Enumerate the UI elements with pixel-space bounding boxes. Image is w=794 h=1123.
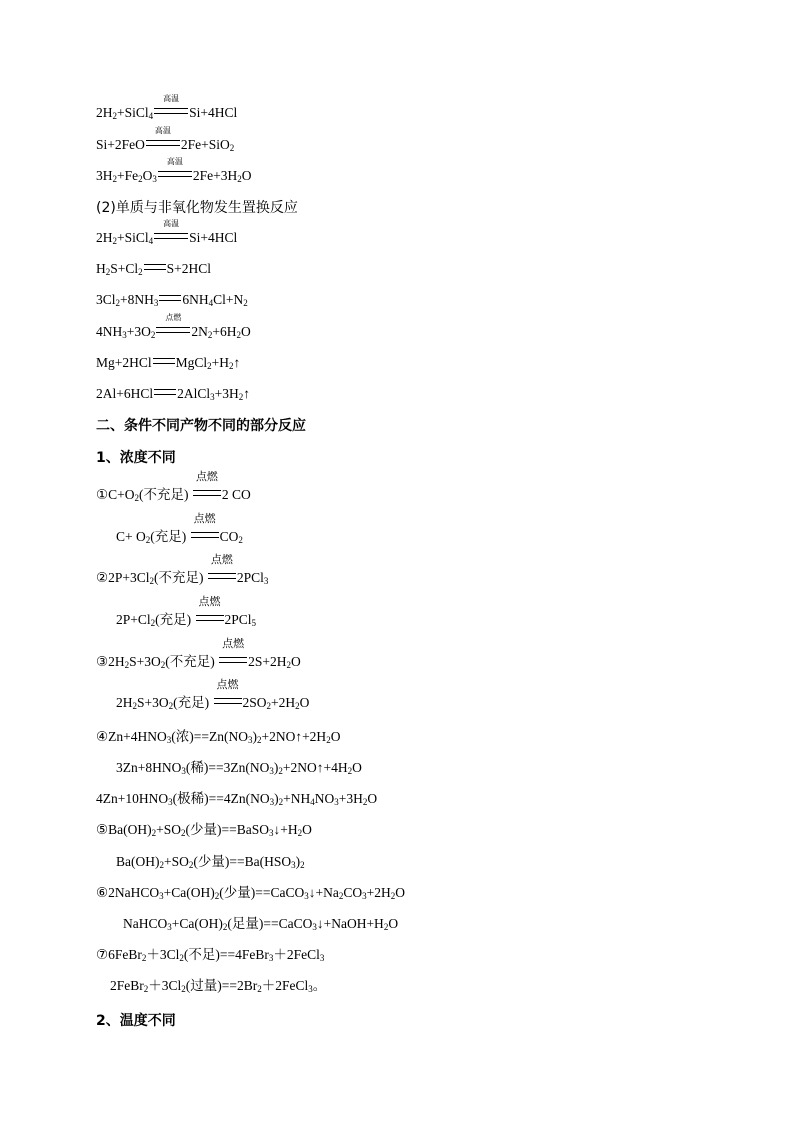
equation-line: $Ba(OH)_2+SO_2$(少量)$==Ba(HSO_3)_2$ xyxy=(116,854,305,870)
condition-arrow: 点燃 xyxy=(218,653,248,671)
equation-line: $2H_2+SiCl_4$ 高温 Si+4HCl xyxy=(96,219,238,246)
equation-line: $2H_2S+3O_2$(充足) 点燃 $2SO_2+2H_2O$ xyxy=(116,678,310,711)
equation-line: $H_2S+Cl_2$ S+2HCl xyxy=(96,261,212,277)
equals-sign xyxy=(159,295,181,301)
section-heading: 二、条件不同产物不同的部分反应 xyxy=(96,418,306,434)
subsection-title: (2)单质与非氧化物发生置换反应 xyxy=(96,200,298,216)
equation-line: $4Zn+10HNO_3$(极稀)$==4Zn(NO_3)_2+NH_4NO_3+3H_2O$ xyxy=(96,791,378,807)
equation-line: $3Zn+8HNO_3$(稀)$==3Zn(NO_3)_2+2NO↑+4H_2O$ xyxy=(116,760,362,776)
equation-line: $2P+Cl_2$(充足) 点燃 2PCl$_5$ xyxy=(116,595,257,628)
condition-arrow: 点燃 xyxy=(213,694,243,712)
condition-arrow: 点燃 xyxy=(190,528,220,546)
equation-line: $3H_2+Fe_2O_3$ 高温 $2Fe+3H_2O$ xyxy=(96,157,252,184)
equation-line: $⑥2NaHCO_3+Ca(OH)_2$(少量)$==CaCO_3↓+Na_2CO_3+2H_2O$ xyxy=(96,885,405,901)
equation-line: 2Al+6HCl $2AlCl_3+3H_2↑$ xyxy=(96,386,251,402)
equation-line: $4NH_3+3O_2$ 点燃 $2N_2+6H_2O$ xyxy=(96,313,251,340)
condition-arrow: 高温 xyxy=(153,104,189,122)
equation-line: $①C+O_2$(不充足) 点燃 2 CO xyxy=(96,470,251,503)
equation-line: $2FeBr_2+3Cl_2$(过量)$==2Br_2+2FeCl_3$。 xyxy=(110,978,327,994)
condition-arrow: 点燃 xyxy=(195,611,225,629)
equation-line: $2H_2+SiCl_4$ 高温 Si+4HCl xyxy=(96,94,238,121)
equation-line: $⑤Ba(OH)_2+SO_2$(少量)$==BaSO_3↓+H_2O$ xyxy=(96,822,312,838)
equation-line: $②2P+3Cl_2$(不充足) 点燃 2PCl$_3$ xyxy=(96,553,269,586)
condition-arrow: 高温 xyxy=(157,167,193,185)
condition-arrow: 高温 xyxy=(153,229,189,247)
equation-line: Mg+2HCl $MgCl_2+H_2↑$ xyxy=(96,355,241,371)
equation-line: $C+ O_2$(充足) 点燃 $CO_2$ xyxy=(116,512,243,545)
equation-line: $⑦6FeBr_2+3Cl_2$(不足)==4FeBr$_3$＋2FeCl$_3$ xyxy=(96,947,325,963)
equation-line: $④Zn+4HNO_3$(浓)$==Zn(NO_3)_2+2NO↑+2H_2O$ xyxy=(96,729,341,745)
equation-line: $③2H_2S+3O_2$(不充足) 点燃 $2S+2H_2O$ xyxy=(96,637,301,670)
equation-line: $NaHCO_3+Ca(OH)_2$(足量)$==CaCO_3↓+NaOH+H_2O$ xyxy=(123,916,399,932)
equation-line: $3Cl_2+8NH_3$ $6NH_4Cl+N_2$ xyxy=(96,292,248,308)
equals-sign xyxy=(144,264,166,270)
condition-arrow: 高温 xyxy=(145,136,181,154)
subsection-heading: 2、温度不同 xyxy=(96,1013,176,1029)
equation-line: Si+2FeO 高温 2Fe+SiO$_2$ xyxy=(96,126,235,153)
subsection-heading: 1、浓度不同 xyxy=(96,450,176,466)
equals-sign xyxy=(154,389,176,395)
condition-arrow: 点燃 xyxy=(192,486,222,504)
condition-arrow: 点燃 xyxy=(155,323,191,341)
equals-sign xyxy=(153,358,175,364)
condition-arrow: 点燃 xyxy=(207,569,237,587)
